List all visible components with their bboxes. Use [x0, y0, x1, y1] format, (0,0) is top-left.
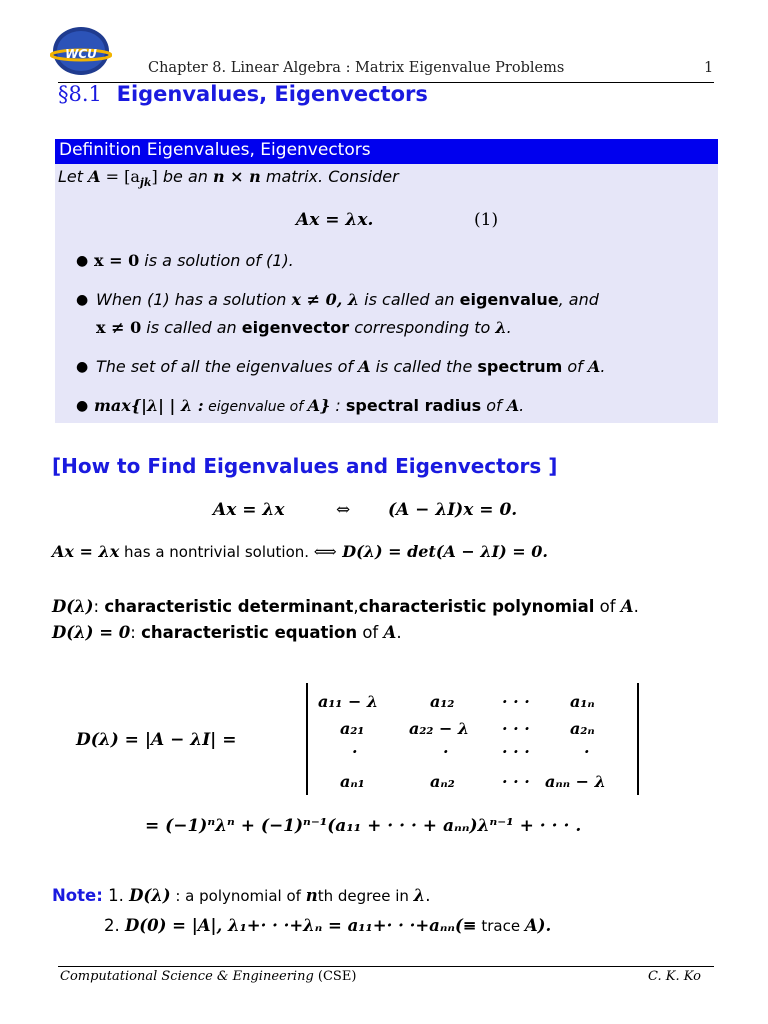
line3-math: D(λ): [52, 597, 94, 616]
footer-left: [60, 969, 356, 984]
determinant-expansion: = (−1)ⁿλⁿ + (−1)ⁿ⁻¹(a₁₁ + · · · + aₙₙ)λⁿ⁻¹ + · · · .: [145, 816, 582, 836]
b2-e: corresponding to: [349, 318, 496, 337]
det-cell: · · ·: [502, 772, 530, 791]
b2-math2: x ≠ 0: [96, 318, 142, 337]
b2-math3: λ: [495, 318, 507, 337]
intro-let: Let: [58, 167, 84, 186]
note-2-num: 2.: [104, 916, 120, 935]
definition-heading-bar: [55, 139, 718, 164]
determinant-right-bar: [637, 683, 639, 795]
line4-math: D(λ) = 0: [52, 623, 131, 642]
footer-abbrev: (CSE): [313, 969, 357, 984]
line2-math2: D(λ) = det(A − λI) = 0.: [336, 542, 548, 561]
det-cell: ·: [443, 742, 449, 761]
section-title: [58, 82, 428, 106]
how-line-2: [52, 542, 548, 561]
det-cell: a₂₂ − λ: [409, 719, 470, 738]
definition-intro: [58, 167, 399, 189]
b4-c: of: [481, 396, 507, 415]
equation-1: Ax = λx.: [296, 210, 374, 230]
how-line-4: [52, 623, 402, 642]
det-cell: aₙ₂: [430, 772, 455, 791]
intro-rest: matrix. Consider: [260, 167, 399, 186]
line3-A: A: [620, 597, 634, 616]
b3-a: The set of all the eigenvalues of: [96, 357, 359, 376]
line4-A: A: [383, 623, 397, 642]
n1-dot: .: [425, 886, 431, 905]
term-eigenvector: eigenvector: [241, 318, 350, 337]
det-cell: · · ·: [502, 742, 530, 761]
how-eq-left: Ax = λx: [213, 500, 285, 520]
b2-a: When (1) has a solution: [96, 290, 292, 309]
b3-math2: A: [587, 357, 601, 376]
determinant-lhs: D(λ) = |A − λI| =: [76, 730, 237, 750]
intro-close: ]: [151, 167, 158, 186]
line2-iff: ⟺: [313, 542, 337, 561]
university-logo: [50, 25, 112, 77]
bullet-dot: ●: [76, 398, 89, 414]
bullet-dot: ●: [76, 292, 89, 308]
term-char-polynomial: characteristic polynomial: [358, 597, 595, 616]
term-spectrum: spectrum: [477, 357, 563, 376]
b1-math: x = 0: [94, 251, 140, 270]
intro-matrix-A: A: [88, 167, 101, 186]
b3-d: .: [600, 357, 606, 376]
term-char-determinant: characteristic determinant: [104, 597, 354, 616]
equation-1-tag: (1): [474, 210, 499, 230]
b2-d: is called an: [141, 318, 242, 337]
line4-colon: :: [130, 623, 142, 642]
line4-of: of: [357, 623, 384, 642]
footer-rule: [58, 966, 714, 967]
det-cell: ·: [584, 742, 590, 761]
det-cell: a₂ₙ: [570, 719, 595, 738]
b3-math1: A: [358, 357, 371, 376]
n1-text: : a polynomial of: [170, 887, 306, 905]
intro-be: be an: [157, 167, 213, 186]
page-number: 1: [704, 60, 714, 76]
det-cell: aₙₙ − λ: [545, 772, 606, 791]
b4-b: :: [330, 396, 346, 415]
chapter-header: Chapter 8. Linear Algebra : Matrix Eigenvalue Problems: [148, 60, 565, 76]
bullet-1: [94, 251, 294, 270]
n1-math3: λ: [413, 886, 426, 905]
bullet-dot: ●: [76, 253, 89, 269]
line3-comma: ,: [353, 597, 359, 616]
det-cell: aₙ₁: [340, 772, 365, 791]
b4-math1: max{|λ| | λ :: [94, 396, 204, 415]
line2-math: Ax = λx: [52, 542, 120, 561]
intro-nxn: n × n: [212, 167, 261, 186]
bullet-2: [96, 290, 599, 309]
bullet-dot: ●: [76, 359, 89, 375]
note-2: [104, 916, 551, 935]
b4-a: eigenvalue of: [203, 399, 308, 415]
intro-subscript: jk: [139, 176, 152, 190]
section-name: Eigenvalues, Eigenvectors: [116, 82, 428, 106]
b2-f: .: [506, 318, 512, 337]
n1-text2: th degree in: [317, 887, 414, 905]
n2-text: trace: [476, 917, 525, 935]
definition-heading: Definition Eigenvalues, Eigenvectors: [59, 140, 371, 160]
b2-math1: x ≠ 0, λ: [291, 290, 360, 309]
det-cell: ·: [352, 742, 358, 761]
term-char-equation: characteristic equation: [141, 623, 358, 642]
logo-icon: [50, 25, 112, 77]
b2-b: is called an: [359, 290, 460, 309]
line4-dot: .: [396, 623, 402, 642]
det-cell: a₂₁: [340, 719, 365, 738]
line3-colon: :: [93, 597, 105, 616]
det-cell: · · ·: [502, 719, 530, 738]
b3-c: of: [562, 357, 588, 376]
line3-dot: .: [633, 597, 639, 616]
bullet-3: [96, 357, 605, 376]
det-cell: a₁₁ − λ: [318, 692, 379, 711]
how-eq-iff: ⇔: [336, 500, 351, 520]
det-cell: · · ·: [502, 692, 530, 711]
n1-math2: n: [305, 886, 318, 905]
footer-course: Computational Science & Engineering: [60, 969, 314, 984]
b4-d: .: [519, 396, 525, 415]
n2-math2: A).: [524, 916, 552, 935]
how-line-3: [52, 597, 639, 616]
line2-text: has a nontrivial solution.: [119, 543, 314, 561]
note-1: [52, 886, 430, 905]
n1-math: D(λ): [129, 886, 171, 905]
b4-math3: A: [506, 396, 520, 415]
note-1-num: 1.: [108, 886, 124, 905]
footer-author: C. K. Ko: [648, 969, 701, 984]
n2-math: D(0) = |A|, λ₁+· · ·+λₙ = a₁₁+· · ·+aₙₙ(≡: [125, 916, 477, 935]
b1-text: is a solution of (1).: [139, 251, 294, 270]
line3-of: of: [594, 597, 621, 616]
how-eq-right: (A − λI)x = 0.: [388, 500, 518, 520]
logo-mark: WCU: [65, 47, 97, 61]
term-spectral-radius: spectral radius: [345, 396, 482, 415]
how-to-heading: [How to Find Eigenvalues and Eigenvectors ]: [52, 454, 558, 478]
b4-math2: A}: [307, 396, 331, 415]
bullet-2-cont: [96, 318, 512, 337]
det-cell: a₁₂: [430, 692, 455, 711]
b3-b: is called the: [370, 357, 478, 376]
det-cell: a₁ₙ: [570, 692, 595, 711]
determinant-left-bar: [306, 683, 308, 795]
bullet-4: [94, 396, 524, 415]
note-label: Note:: [52, 886, 103, 905]
term-eigenvalue: eigenvalue: [459, 290, 559, 309]
section-number: §8.1: [58, 82, 102, 106]
b2-c: , and: [558, 290, 599, 309]
intro-eq: = [a: [100, 167, 140, 186]
